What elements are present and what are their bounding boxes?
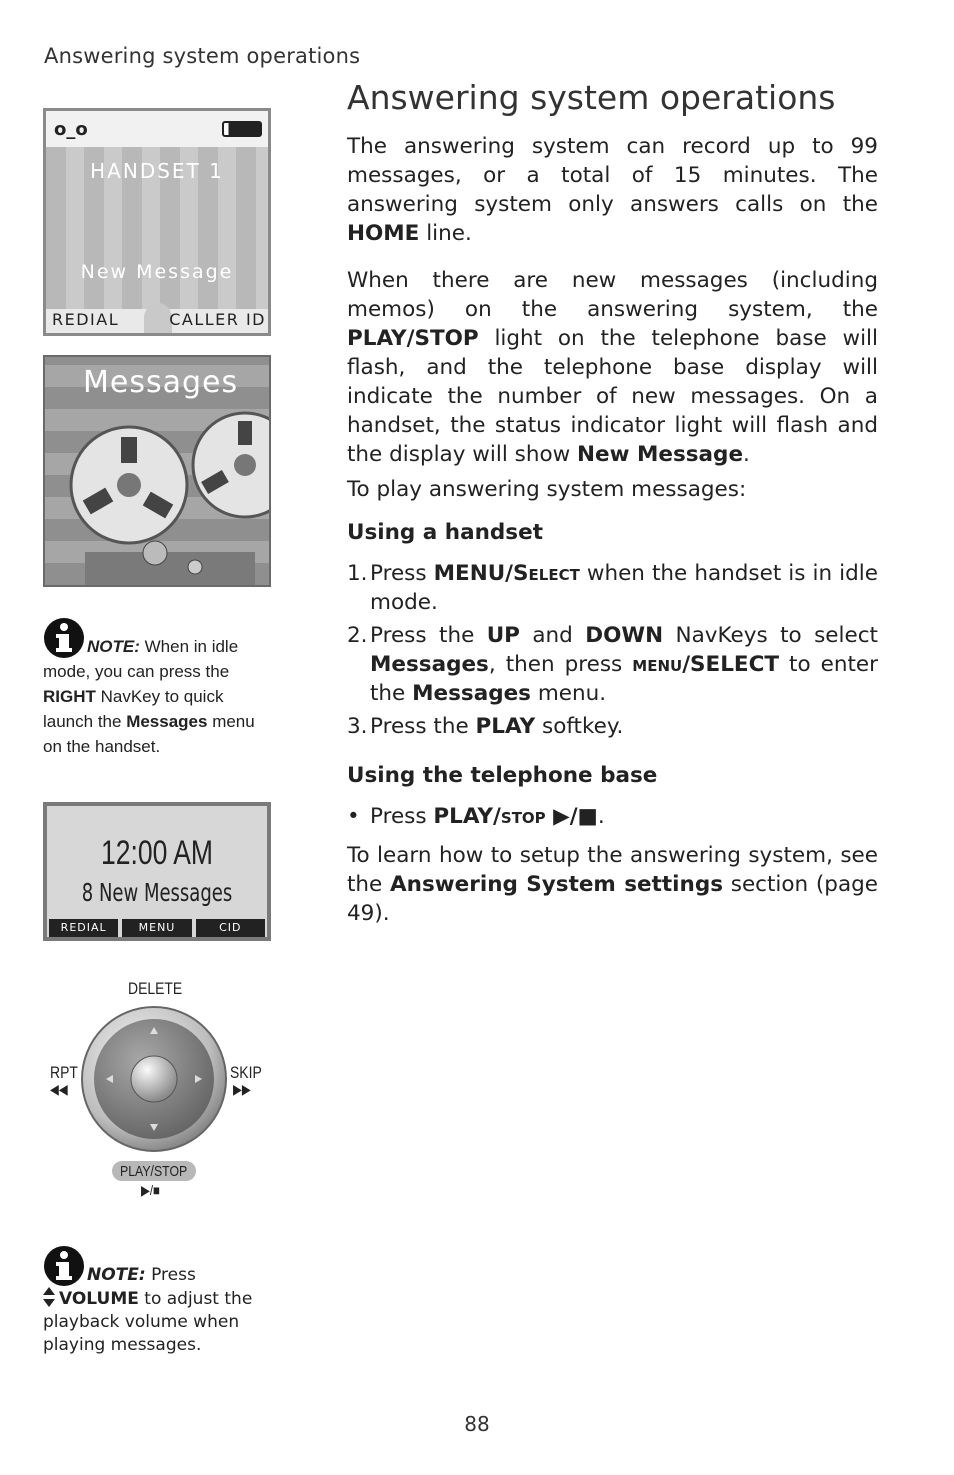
heading-using-handset: Using a handset (347, 520, 543, 545)
softkey-redial[interactable]: REDIAL (52, 310, 120, 329)
base-softkey-bar (47, 919, 267, 937)
bold-new-message: New Message (577, 442, 744, 467)
running-head: Answering system operations (44, 44, 361, 68)
main-content (347, 78, 878, 946)
softkey-divider (144, 303, 172, 333)
base-steps (347, 802, 878, 831)
paragraph-text: . (743, 442, 750, 467)
bold-play-stop: PLAY/STOP (347, 326, 479, 351)
page-title: Answering system operations (347, 78, 836, 117)
note-label: NOTE: (87, 637, 140, 656)
paragraph-text: When there are new messages (including memos) on the answering system, the (347, 268, 878, 322)
new-messages-count: 8 New Messages (81, 878, 233, 907)
rewind-icon: ◀◀ (50, 1081, 68, 1097)
skip-key-label[interactable]: SKIP (230, 1063, 262, 1082)
base-softkey-cid[interactable]: CID (196, 919, 265, 937)
base-softkey-redial[interactable]: REDIAL (49, 919, 118, 937)
play-stop-key-label[interactable]: PLAY/STOP (120, 1163, 188, 1180)
new-message-label: New Message (80, 261, 234, 283)
step-text: Press the UP and DOWN NavKeys to select Messages, then press menu/SELECT to enter the Messages menu. (370, 623, 878, 706)
new-messages-paragraph (347, 266, 878, 469)
handset-label: HANDSET 1 (90, 159, 224, 183)
play-stop-icon: ▶/■ (141, 1182, 160, 1198)
play-messages-intro: To play answering system messages: (347, 477, 747, 502)
base-softkey-menu[interactable]: MENU (122, 919, 191, 937)
info-icon (43, 1245, 85, 1287)
paragraph-text: The answering system can record up to 99 messages, or a total of 15 minutes. The answering system only answers calls on the (347, 134, 878, 217)
base-navigation-pad (40, 975, 276, 1205)
messages-title: Messages (83, 365, 239, 400)
handset-steps (347, 559, 878, 741)
step-number: 3. (347, 714, 368, 739)
handset-screen-new-message (43, 108, 271, 336)
step-text: Press MENU/Select when the handset is in idle mode. (370, 561, 878, 615)
setup-reference-paragraph (347, 841, 878, 928)
heading-using-base: Using the telephone base (347, 763, 658, 788)
delete-key-label[interactable]: DELETE (128, 979, 183, 998)
step-number: 1. (347, 561, 368, 586)
play-stop-icon: ▶/■ (545, 804, 598, 829)
note-label: NOTE: (87, 1265, 146, 1285)
note-bold-messages: Messages (126, 712, 208, 731)
paragraph-text: line. (419, 221, 472, 246)
page-number: 88 (464, 1412, 490, 1436)
bullet-dot: • (347, 804, 360, 829)
note-text: to adjust the playback volume when playing messages. (43, 1289, 253, 1355)
step-item (347, 712, 878, 741)
messages-menu-screen (43, 355, 271, 587)
note-text: When in idle mode, you can press the (43, 637, 239, 681)
paragraph-text: light on the telephone base will flash, and the telephone base display will indicate the number of new messages. On a handset, the status indicator light will flash and the display will show (347, 326, 878, 467)
note-text: Press (145, 1265, 196, 1285)
step-item (347, 559, 878, 617)
clock-time: 12:00 AM (100, 834, 214, 872)
step-number: 2. (347, 623, 368, 648)
repeat-key-label[interactable]: RPT (50, 1063, 78, 1082)
softkey-bar (46, 309, 268, 333)
note-idle-mode (43, 617, 273, 759)
step-text: Press the PLAY softkey. (370, 714, 624, 739)
bullet-text: Press PLAY/stop ▶/■. (370, 804, 605, 829)
voicemail-icon: o_o (54, 119, 88, 140)
softkey-caller-id[interactable]: CALLER ID (169, 310, 266, 329)
note-text: NavKey to quick launch the (43, 687, 224, 731)
paragraph-text: section (page 49). (347, 872, 879, 926)
note-bold-volume: VOLUME (59, 1289, 139, 1309)
note-bold-right: RIGHT (43, 687, 96, 706)
bullet-item (347, 802, 878, 831)
base-display-screen (43, 802, 271, 941)
step-item (347, 621, 878, 708)
paragraph-text: To learn how to setup the answering system, see the (347, 843, 878, 897)
note-text: menu on the handset. (43, 712, 255, 756)
info-icon (43, 617, 85, 659)
bold-answering-system-settings: Answering System settings (390, 872, 724, 897)
volume-up-down-icon (43, 1287, 55, 1307)
intro-paragraph (347, 132, 878, 248)
battery-icon (222, 121, 262, 137)
note-volume (43, 1245, 273, 1357)
bold-home: HOME (347, 221, 420, 246)
fast-forward-icon: ▶▶ (233, 1081, 251, 1097)
